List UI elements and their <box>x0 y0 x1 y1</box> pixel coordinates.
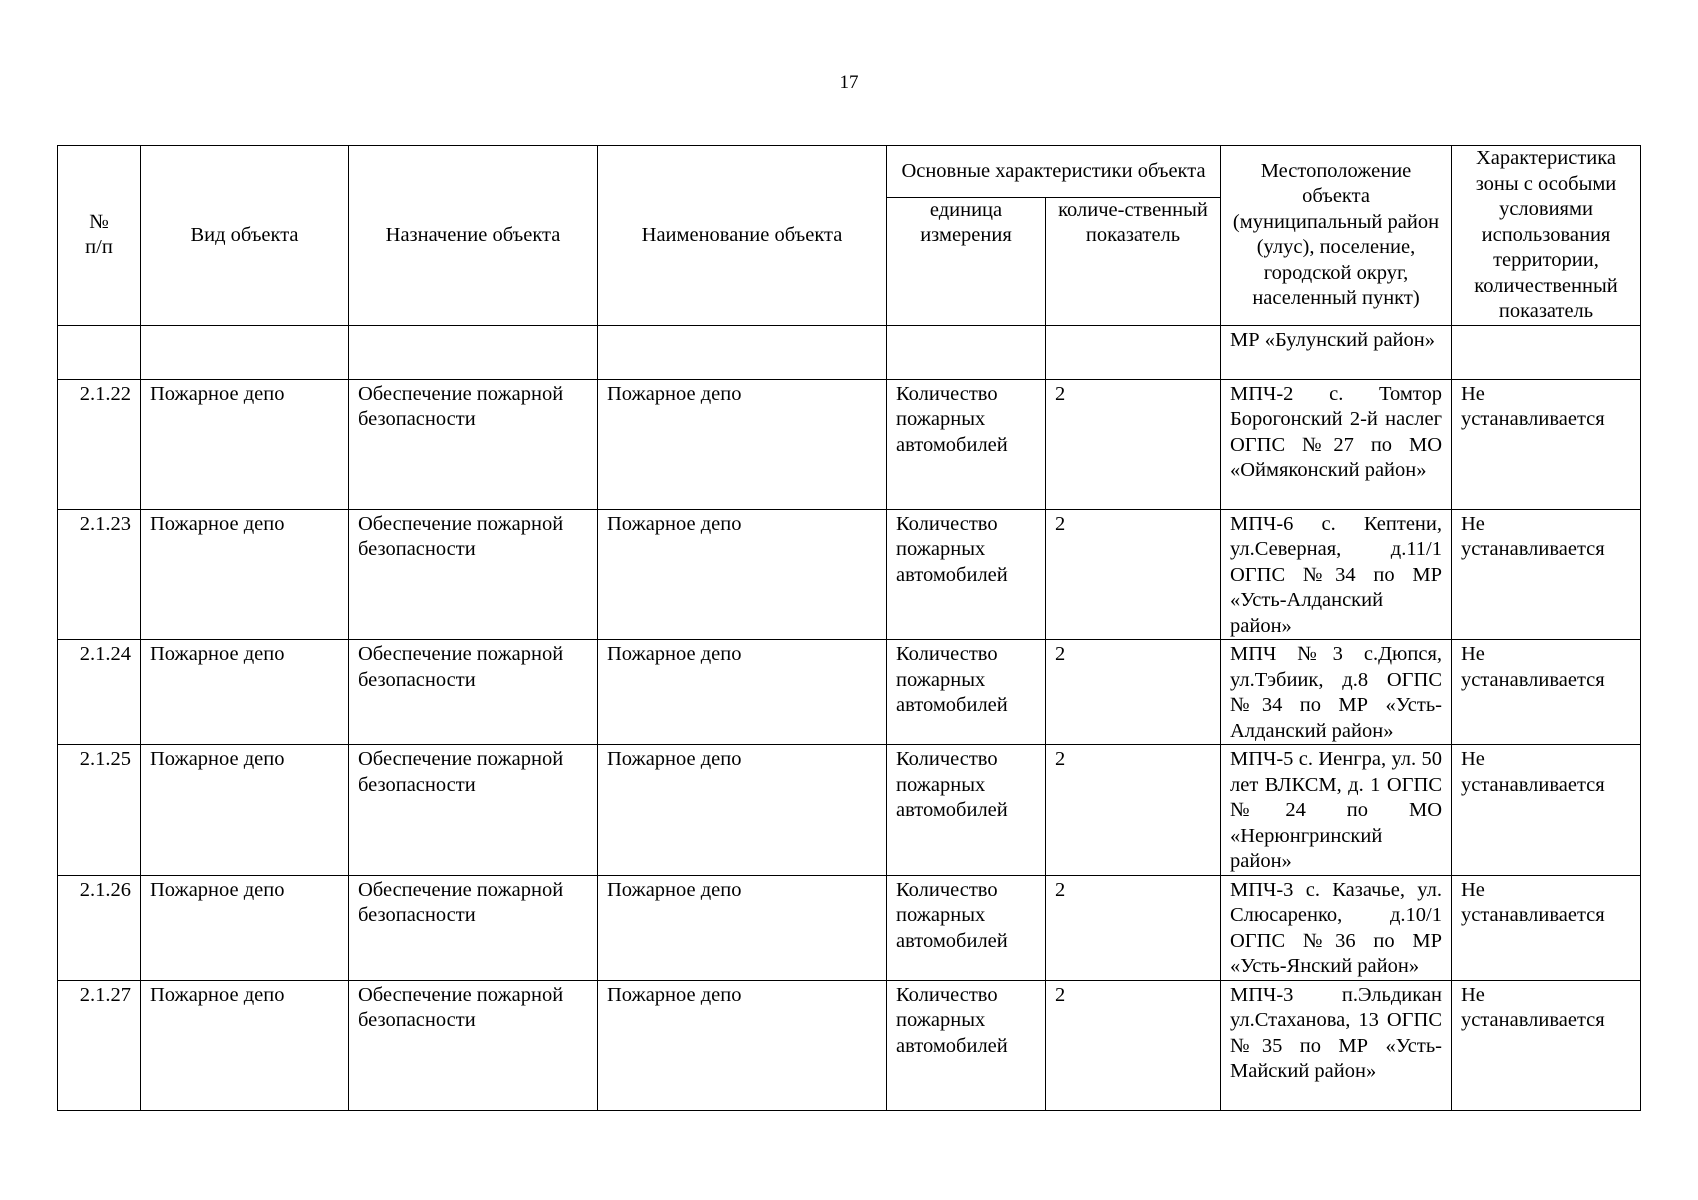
cell-location: МПЧ-3 п.Эльдикан ул.Стаханова, 13 ОГПС №35 по МР «Усть-Майский район» <box>1221 980 1452 1110</box>
cell-quantity: 2 <box>1046 875 1221 980</box>
cell-location: МПЧ №3 с.Дюпся, ул.Тэбиик, д.8 ОГПС №34 по МР «Усть-Алданский район» <box>1221 640 1452 745</box>
cell-num: 2.1.23 <box>58 509 141 640</box>
header-num: № п/п <box>58 146 141 326</box>
cell-type: Пожарное депо <box>141 745 349 876</box>
cell-unit: Количество пожарных автомобилей <box>887 379 1046 509</box>
header-quantity: количе-ственный показатель <box>1046 197 1221 325</box>
cell-zone: Не устанавливается <box>1452 640 1641 745</box>
cell-zone: Не устанавливается <box>1452 509 1641 640</box>
cell-zone: Не устанавливается <box>1452 379 1641 509</box>
cell-quantity: 2 <box>1046 509 1221 640</box>
cell-type: Пожарное депо <box>141 379 349 509</box>
cell-name: Пожарное депо <box>598 875 887 980</box>
cell-zone: Не устанавливается <box>1452 875 1641 980</box>
header-purpose: Назначение объекта <box>349 146 598 326</box>
cell-location: МПЧ-2 с. Томтор Борогонский 2-й наслег ОГПС №27 по МО «Оймяконский район» <box>1221 379 1452 509</box>
cell-name: Пожарное депо <box>598 745 887 876</box>
continuation-row <box>58 325 1641 379</box>
cell-quantity <box>1046 325 1221 379</box>
cell-quantity: 2 <box>1046 379 1221 509</box>
header-characteristics: Основные характеристики объекта <box>887 146 1221 198</box>
cell-type <box>141 325 349 379</box>
cell-purpose: Обеспечение пожарной безопасности <box>349 640 598 745</box>
cell-zone <box>1452 325 1641 379</box>
cell-unit: Количество пожарных автомобилей <box>887 875 1046 980</box>
cell-type: Пожарное депо <box>141 875 349 980</box>
cell-zone: Не устанавливается <box>1452 980 1641 1110</box>
cell-name: Пожарное депо <box>598 640 887 745</box>
cell-location: МР «Булунский район» <box>1221 325 1452 379</box>
header-location: Местоположение объекта (муниципальный район (улус), поселение, городской округ, населенный пункт) <box>1221 146 1452 326</box>
cell-unit <box>887 325 1046 379</box>
cell-num: 2.1.24 <box>58 640 141 745</box>
table-row <box>58 875 1641 980</box>
cell-location: МПЧ-3 с. Казачье, ул. Слюсаренко, д.10/1 ОГПС №36 по МР «Усть-Янский район» <box>1221 875 1452 980</box>
table-row <box>58 980 1641 1110</box>
cell-unit: Количество пожарных автомобилей <box>887 640 1046 745</box>
cell-purpose: Обеспечение пожарной безопасности <box>349 980 598 1110</box>
header-name: Наименование объекта <box>598 146 887 326</box>
header-type: Вид объекта <box>141 146 349 326</box>
cell-name <box>598 325 887 379</box>
cell-type: Пожарное депо <box>141 640 349 745</box>
cell-name: Пожарное депо <box>598 379 887 509</box>
page-number: 17 <box>839 72 859 93</box>
objects-table <box>57 145 1641 1111</box>
table-row <box>58 640 1641 745</box>
cell-zone: Не устанавливается <box>1452 745 1641 876</box>
cell-num <box>58 325 141 379</box>
cell-quantity: 2 <box>1046 640 1221 745</box>
cell-unit: Количество пожарных автомобилей <box>887 980 1046 1110</box>
header-row <box>58 146 1641 198</box>
cell-purpose: Обеспечение пожарной безопасности <box>349 745 598 876</box>
cell-unit: Количество пожарных автомобилей <box>887 745 1046 876</box>
cell-num: 2.1.22 <box>58 379 141 509</box>
header-unit: единица измерения <box>887 197 1046 325</box>
cell-quantity: 2 <box>1046 980 1221 1110</box>
cell-type: Пожарное депо <box>141 509 349 640</box>
cell-purpose: Обеспечение пожарной безопасности <box>349 379 598 509</box>
header-zone: Характеристика зоны с особыми условиями использования территории, количественный показатель <box>1452 146 1641 326</box>
table-row <box>58 379 1641 509</box>
cell-name: Пожарное депо <box>598 980 887 1110</box>
cell-type: Пожарное депо <box>141 980 349 1110</box>
cell-purpose: Обеспечение пожарной безопасности <box>349 509 598 640</box>
cell-purpose <box>349 325 598 379</box>
cell-location: МПЧ-6 с. Кептени, ул.Северная, д.11/1 ОГПС №34 по МР «Усть-Алданский район» <box>1221 509 1452 640</box>
cell-num: 2.1.27 <box>58 980 141 1110</box>
cell-location: МПЧ-5 с. Иенгра, ул. 50 лет ВЛКСМ, д. 1 ОГПС №24 по МО «Нерюнгринский район» <box>1221 745 1452 876</box>
table-row <box>58 509 1641 640</box>
cell-name: Пожарное депо <box>598 509 887 640</box>
cell-num: 2.1.25 <box>58 745 141 876</box>
cell-unit: Количество пожарных автомобилей <box>887 509 1046 640</box>
cell-quantity: 2 <box>1046 745 1221 876</box>
table-row <box>58 745 1641 876</box>
cell-purpose: Обеспечение пожарной безопасности <box>349 875 598 980</box>
cell-num: 2.1.26 <box>58 875 141 980</box>
